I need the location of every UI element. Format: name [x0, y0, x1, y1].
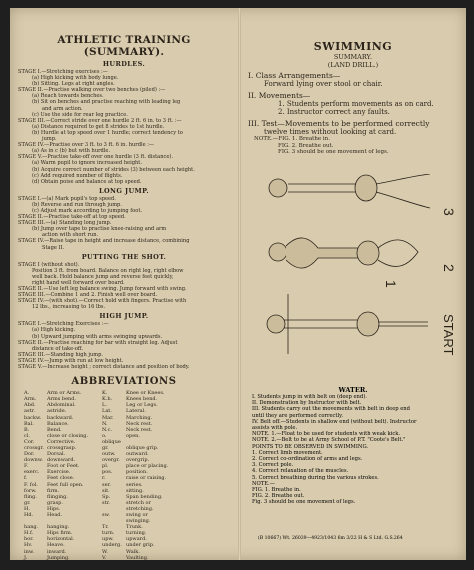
instruction-line: action with short run.: [42, 232, 99, 239]
water-instructions: [252, 394, 458, 506]
abbreviation-meaning: turning.: [126, 530, 147, 537]
instruction-line: (d) Obtain poise and balance at top speed.: [32, 178, 142, 185]
instruction-line: (c) Use the side for rear leg practice.: [32, 111, 128, 118]
instruction-line: (b) Sitting. Legs at right angles.: [32, 81, 115, 88]
instruction-line: STAGE I.—Stretching Exercises :—: [18, 321, 109, 328]
abbreviation-meaning: overgrip.: [126, 457, 150, 464]
center-fold: [238, 8, 241, 560]
water-instruction-line: NOTE.—: [252, 480, 275, 487]
water-instruction-line: 3. Correct pole.: [252, 462, 294, 469]
abbreviation-meaning: Walk.: [126, 548, 140, 555]
instruction-line: (b) Hurdle at top speed over 1 hurdle; correct tendency to: [32, 129, 183, 136]
abbreviation-meaning: horizontal.: [47, 536, 75, 543]
abbreviation-code: Mar.: [102, 414, 114, 421]
abbreviation-meaning: firm.: [47, 487, 60, 494]
swimmer-figure-3: [269, 174, 430, 208]
land-drill-item: 1. Students perform movements as on card.: [278, 99, 434, 108]
athletic-sections: [18, 60, 230, 370]
abbreviation-code: Tr.: [102, 524, 109, 531]
instruction-line: STAGE II.—Practise walking over two benches (piled) :—: [18, 87, 166, 94]
abbreviation-code: F.: [24, 463, 29, 470]
abbreviation-meaning: series.: [126, 481, 143, 488]
instruction-line: (a) High kicking with body lunge.: [32, 75, 119, 82]
abbreviation-meaning: Hips firm.: [47, 530, 73, 537]
abbreviation-meaning: swing or swinging.: [126, 512, 151, 525]
abbreviation-code: K.: [102, 390, 108, 397]
instruction-line: STAGE IV.—Practise over 3 ft. to 3 ft. 6 in. hurdle :—: [18, 142, 155, 149]
abbreviation-meaning: sitting.: [126, 487, 144, 494]
abbreviation-code: hang.: [24, 524, 39, 531]
abbreviation-meaning: Knees bend.: [126, 396, 158, 403]
instruction-line: STAGE III.—Correct stride over one hurdle 2 ft. 6 in. to 3 ft. :—: [18, 117, 182, 124]
instruction-line: STAGE II.—Practise reaching for bar with straight leg. Adjust: [18, 339, 178, 346]
abbreviation-meaning: stretching.: [126, 505, 154, 512]
abbreviation-meaning: hanging.: [47, 524, 70, 531]
document-sheet: [10, 8, 466, 560]
abbreviation-code: hor.: [24, 536, 34, 543]
figure-label-1: 1: [383, 280, 399, 288]
water-instruction-line: 5. Correct breathing during the various strokes.: [252, 474, 379, 481]
instruction-line: Position 3 ft. from board. Balance on right leg, right elbow: [32, 267, 184, 274]
abbreviation-code: Abd.: [24, 402, 36, 409]
abbreviation-meaning: Feet close.: [47, 475, 75, 482]
abbreviation-code: Arm.: [24, 396, 37, 403]
instruction-line: right hand well forward over board.: [32, 279, 125, 286]
instruction-line: STAGE IV.—Jump with run at low height.: [18, 357, 124, 364]
abbreviation-meaning: crossgrasp.: [47, 444, 77, 451]
abbreviation-meaning: Abdominal.: [47, 402, 76, 409]
instruction-line: STAGE III.—Combine 1 and 2. Finish well over board.: [18, 292, 158, 299]
abbreviation-meaning: place or placing.: [126, 463, 169, 470]
land-drill-list: [248, 71, 458, 136]
abbreviation-code: downw.: [24, 457, 43, 464]
athletic-training-title: ATHLETIC TRAINING (SUMMARY).: [57, 34, 191, 58]
abbreviation-code: turn.: [102, 530, 115, 537]
instruction-line: STAGE II.—Use left leg balance swing. Jump forward with swing.: [18, 286, 187, 292]
swimming-figures: [248, 174, 458, 370]
abbreviation-code: K.b.: [102, 396, 113, 403]
abbreviation-code: ser.: [102, 481, 111, 488]
abbreviation-code: exerc.: [24, 469, 40, 476]
abbreviation-code: Hd.: [24, 512, 34, 518]
abbreviation-meaning: close or closing.: [47, 432, 89, 439]
left-page: [18, 16, 230, 560]
instruction-line: (a) As in c (b) but with hurdle.: [32, 148, 111, 155]
abbreviations-title: ABBREVIATIONS: [71, 376, 177, 388]
abbreviation-code: Cor.: [24, 438, 35, 445]
swimming-subtitle-land-drill: (LAND DRILL.): [327, 61, 379, 69]
water-instruction-line: assists with pole.: [252, 425, 298, 432]
instruction-line: STAGE III.—Standing high jump.: [18, 351, 103, 358]
instruction-line: Stage II.: [42, 244, 65, 251]
abbreviation-code: H.: [24, 505, 30, 512]
instruction-line: distance of take-off.: [32, 345, 83, 352]
figure-label-3: 3: [441, 208, 457, 216]
abbreviation-meaning: Hips.: [47, 505, 61, 512]
abbreviation-code: N.: [102, 420, 108, 427]
abbreviation-meaning: backward.: [47, 414, 74, 421]
section-heading: HURDLES.: [102, 60, 146, 68]
instruction-line: well back. Hold balance jump and reverse feet quickly,: [32, 273, 174, 280]
abbreviation-code: Lat.: [102, 408, 112, 415]
water-instruction-line: 4. Correct relaxation of the muscles.: [252, 468, 349, 475]
instruction-line: 12 lbs., increasing to 16 lbs.: [32, 304, 106, 311]
land-drill-item: Forward lying over stool or chair.: [264, 80, 383, 88]
abbreviation-code: pos.: [102, 469, 113, 476]
figure-note: FIG. 2. Breathe out.: [278, 142, 334, 149]
instruction-line: (a) Warm pupil to ignore increased height.: [32, 160, 142, 167]
abbreviation-code: upw.: [102, 536, 114, 543]
abbreviation-code: Bal.: [24, 420, 34, 427]
instruction-line: (a) High kicking.: [32, 327, 76, 334]
land-drill-item: III. Test—Movements to be performed correctly: [248, 118, 430, 128]
abbreviation-code: astr.: [24, 408, 35, 415]
abbreviation-meaning: Corrective.: [47, 438, 76, 445]
abbreviation-meaning: Arms bend.: [47, 396, 77, 403]
abbreviation-code: N.c.: [102, 426, 113, 433]
abbreviation-meaning: raise or raising.: [126, 475, 167, 482]
abbreviation-meaning: Trunk.: [126, 524, 143, 531]
abbreviation-code: gr.: [24, 499, 31, 506]
abbreviation-code: overgr.: [102, 457, 120, 464]
figure-note: FIG. 3 should be one movement of legs.: [278, 149, 389, 155]
abbreviation-meaning: Exercise.: [47, 469, 71, 476]
swimmer-figure-2: [269, 238, 418, 268]
abbreviation-meaning: downward.: [47, 457, 76, 464]
water-instruction-line: NOTE. 1.—Float to be used for students with weak kick.: [252, 431, 401, 438]
instruction-line: STAGE IV.—Raise tape in height and increase distance, combining: [18, 238, 190, 245]
abbreviation-meaning: Leg or Legs.: [126, 402, 158, 409]
instruction-line: (a) Distance required to get 8 strides to 1st hurdle.: [32, 123, 165, 130]
abbreviation-code: Dor.: [24, 451, 35, 458]
land-drill-item: twelve times without looking at card.: [264, 127, 397, 136]
water-instruction-line: Fig. 3 should be one movement of legs.: [252, 499, 356, 506]
land-drill-notes: [248, 136, 458, 156]
section-heading: PUTTING THE SHOT.: [81, 252, 167, 261]
abbreviation-code: H.f.: [24, 530, 34, 537]
instruction-line: STAGE I.—Stretching exercises :—: [18, 69, 108, 75]
print-footer: (B 10667) Wt. 26039—4923/1043 6m 3/22 H & S Ltd. G.S.264: [258, 536, 403, 541]
abbreviation-meaning: under grip.: [126, 542, 155, 549]
right-page: [248, 16, 458, 156]
abbreviation-code: sw.: [102, 512, 110, 518]
water-instruction-line: I. Students jump in with belt on (deep end).: [252, 394, 367, 400]
abbreviation-code: forw.: [24, 487, 37, 494]
figure-label-2: 2: [441, 264, 457, 272]
abbreviation-code: oblique: [102, 438, 121, 445]
land-drill-item: 2. Instructor correct any faults.: [278, 108, 390, 116]
abbreviation-meaning: oblique grip.: [126, 444, 159, 451]
water-instruction-line: III. Students carry out the movements with belt in deep end: [252, 406, 410, 413]
water-instruction-line: 2. Correct co-ordination of arms and legs.: [252, 456, 363, 463]
water-instruction-line: IV. Belt off.—Students in shallow end (without belt). Instructor: [252, 418, 417, 425]
abbreviation-code: W.: [102, 548, 108, 555]
abbreviation-meaning: position.: [126, 469, 148, 476]
abbreviation-code: backw.: [24, 414, 42, 421]
instruction-line: STAGE II.—Practise take-off at top speed.: [18, 214, 126, 221]
abbreviation-code: pl.: [102, 463, 109, 470]
instruction-line: STAGE V.—Practise take-off over one hurdle (3 ft. distance).: [18, 154, 173, 161]
water-instruction-line: II. Demonstration by Instructor with belt.: [252, 400, 362, 407]
abbreviation-code: F. fol.: [24, 481, 38, 488]
instruction-line: (b) Reverse and run through jump.: [32, 201, 122, 208]
abbreviation-meaning: inward.: [47, 548, 67, 555]
abbreviation-code: L.: [102, 402, 107, 409]
abbreviation-code: r.: [102, 475, 106, 482]
abbreviation-meaning: Heave.: [47, 542, 65, 549]
abbreviation-meaning: Jumping.: [47, 554, 70, 560]
abbreviation-meaning: Lateral.: [126, 408, 146, 415]
abbreviation-meaning: Knee or Knees.: [126, 390, 165, 397]
abbreviation-code: V.: [102, 554, 107, 560]
instruction-line: jump.: [42, 136, 57, 143]
water-instruction-line: until they are performed correctly.: [252, 412, 344, 419]
abbreviation-code: cl.: [24, 432, 30, 439]
abbreviation-meaning: flinging.: [47, 493, 68, 500]
swimming-title: SWIMMING: [313, 40, 393, 53]
abbreviation-code: o.: [102, 432, 107, 439]
abbreviations-table: [18, 390, 230, 560]
water-instruction-line: FIG. 2. Breathe out.: [252, 493, 305, 500]
instruction-line: STAGE V.—Increase height ; correct distance and position of body.: [18, 364, 190, 371]
instruction-line: STAGE I (without shot).: [18, 261, 80, 268]
abbreviation-meaning: astride.: [47, 408, 67, 415]
instruction-line: (b) Jump over tape to practise knee-raising and arm: [32, 226, 167, 233]
instruction-line: (b) Upward jumping with arms swinging upwards.: [32, 333, 163, 340]
abbreviation-meaning: Bend.: [47, 426, 62, 433]
instruction-line: and arm action.: [42, 105, 83, 112]
start-label: START: [441, 314, 456, 356]
abbreviation-meaning: Dorsal.: [47, 451, 66, 458]
swimming-subtitle: SUMMARY.: [333, 53, 373, 61]
water-instruction-line: FIG. 1. Breathe in.: [252, 487, 301, 494]
abbreviation-code: J.: [24, 554, 28, 560]
instruction-line: (a) Reach towards benches.: [32, 93, 104, 100]
instruction-line: (b) Sit on benches and practise reaching with leading leg: [32, 99, 181, 106]
abbreviation-meaning: Foot or Feet.: [47, 463, 80, 470]
abbreviation-code: f.: [24, 475, 28, 482]
abbreviation-meaning: Vaulting.: [126, 554, 149, 560]
abbreviation-code: gr.: [102, 444, 109, 451]
abbreviation-code: A.: [24, 390, 30, 397]
section-heading: LONG JUMP.: [98, 186, 149, 195]
section-heading: HIGH JUMP.: [99, 312, 149, 321]
instruction-line: (c) Adjust mark according to jumping foot.: [32, 207, 142, 214]
land-drill-item: II. Movements—: [248, 90, 311, 100]
abbreviation-code: sit.: [102, 487, 110, 494]
abbreviation-code: underg.: [102, 542, 122, 549]
abbreviation-meaning: outward.: [126, 451, 149, 458]
abbreviation-meaning: Marching.: [126, 414, 153, 421]
abbreviation-code: inw.: [24, 548, 35, 555]
water-instruction-line: 1. Correct limb movement.: [252, 449, 323, 456]
abbreviation-code: crossgr.: [24, 444, 44, 451]
swimmer-figure-1: [267, 294, 428, 354]
abbreviation-meaning: Neck rest.: [126, 426, 153, 433]
abbreviation-meaning: upward.: [126, 536, 147, 543]
abbreviation-meaning: Head.: [47, 512, 63, 518]
abbreviation-code: B.: [24, 426, 30, 433]
abbreviation-code: Hv.: [24, 542, 33, 549]
abbreviation-meaning: Feet full open.: [47, 481, 84, 488]
instruction-line: (b) Acquire correct number of strides (3) between each height.: [32, 166, 195, 173]
figure-note: NOTE.—FIG. 1. Breathe in.: [254, 136, 330, 142]
water-instruction-line: NOTE. 2.—Belt to be at Army School of P.T. "Coote's Belt.": [252, 437, 406, 444]
instruction-line: (c) Add required number of flights.: [32, 172, 123, 179]
abbreviation-code: fling.: [24, 493, 37, 500]
abbreviation-meaning: Arm or Arms.: [47, 390, 82, 397]
abbreviation-meaning: Span bending.: [126, 493, 163, 500]
instruction-line: STAGE IV.—(with shot).—Correct hold with fingers. Practise with: [18, 298, 187, 305]
water-title: WATER.: [338, 386, 368, 394]
abbreviation-meaning: Neck rest.: [126, 420, 153, 427]
abbreviation-meaning: grasp.: [47, 499, 63, 506]
water-instruction-line: POINTS TO BE OBSERVED IN SWIMMING.: [252, 443, 369, 450]
abbreviation-code: outw.: [102, 451, 116, 458]
instruction-line: STAGE III.—(a) Standing long jump.: [18, 220, 112, 227]
abbreviation-meaning: stretch or: [126, 499, 151, 506]
abbreviation-code: str.: [102, 499, 111, 506]
abbreviation-meaning: Balance.: [47, 420, 69, 427]
instruction-line: STAGE I.—(a) Mark pupil's top speed.: [18, 195, 116, 202]
abbreviation-meaning: open.: [126, 432, 140, 439]
abbreviation-code: Sp.: [102, 493, 111, 500]
land-drill-item: I. Class Arrangements—: [248, 71, 341, 80]
